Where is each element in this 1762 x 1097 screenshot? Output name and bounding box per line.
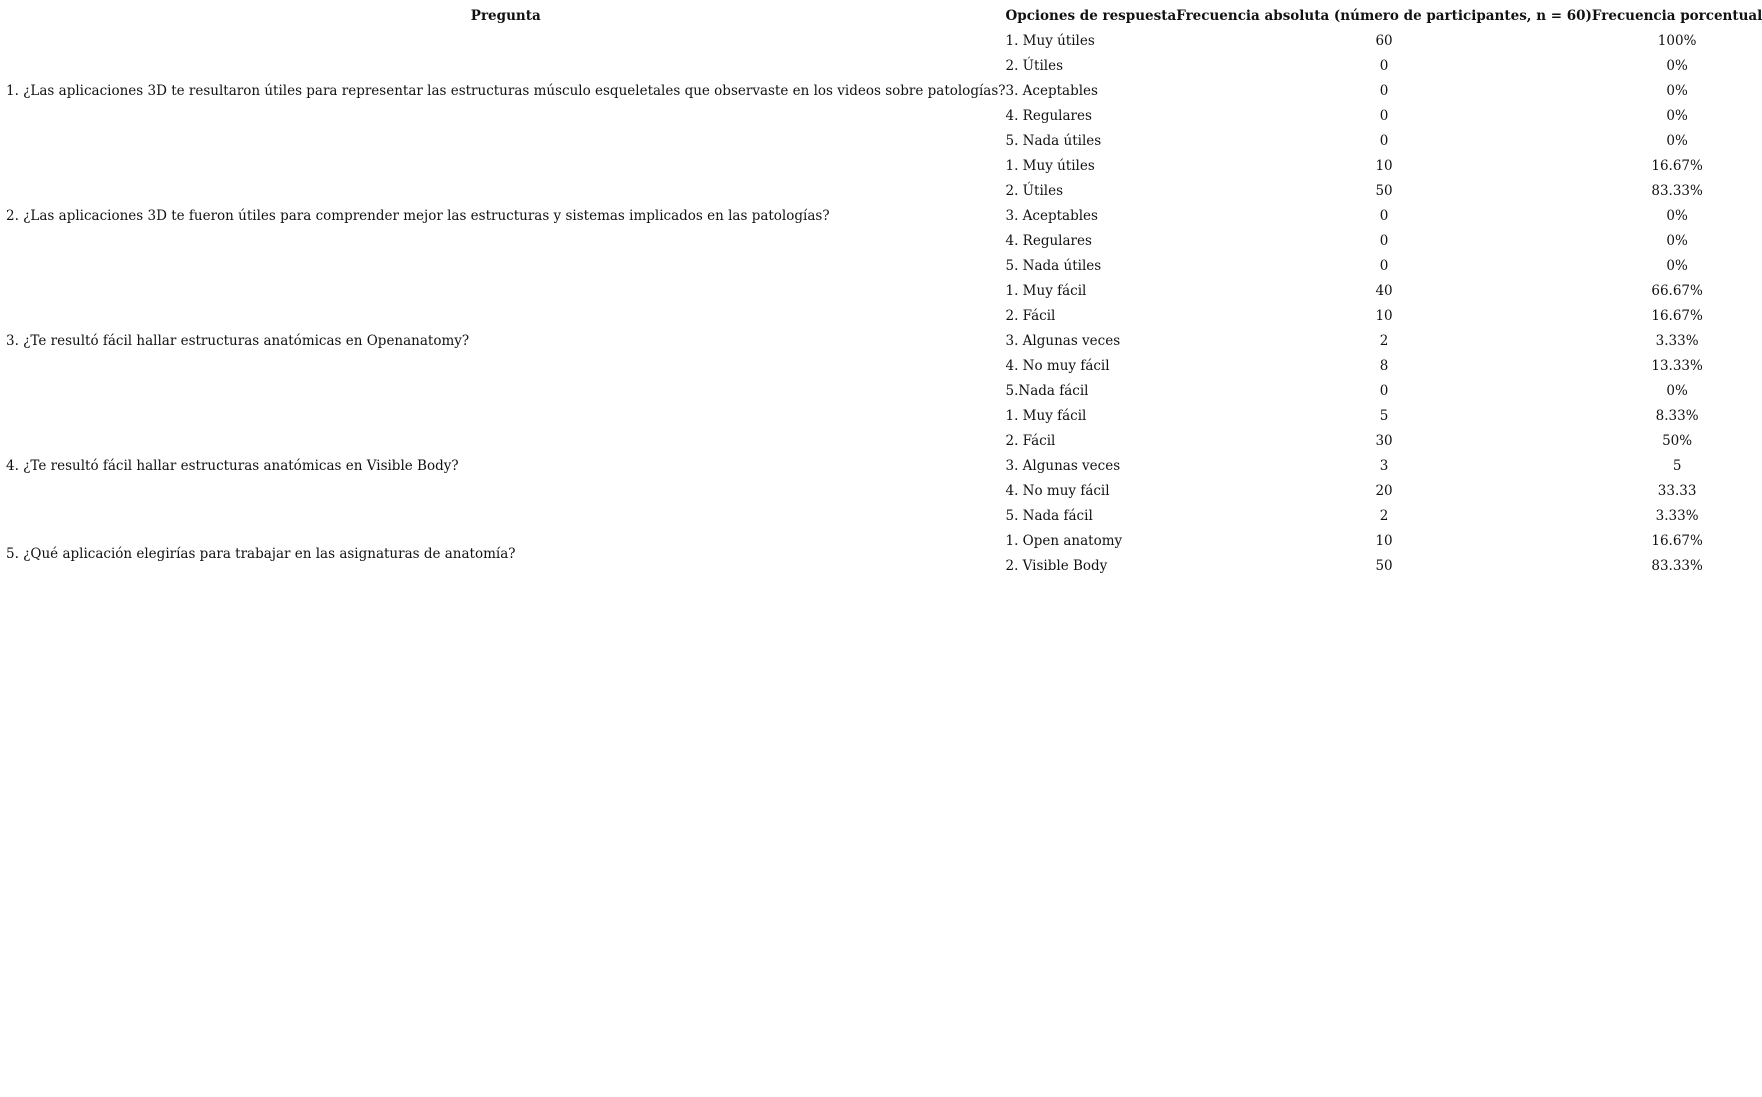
frequency-value: 10	[1375, 308, 1393, 324]
percent-value: 83.33%	[1651, 558, 1703, 574]
option-label: 4. Regulares	[1005, 233, 1092, 249]
frequency-value: 0	[1379, 133, 1389, 149]
percent-value: 16.67%	[1651, 308, 1703, 324]
table-row	[6, 154, 1762, 179]
percent-value: 5	[1672, 458, 1682, 474]
option-label: 3. Algunas veces	[1005, 333, 1121, 349]
option-label: 4. No muy fácil	[1005, 483, 1110, 499]
percent-value: 0%	[1666, 58, 1688, 74]
percent-value: 50%	[1662, 433, 1693, 449]
option-label: 1. Open anatomy	[1005, 533, 1123, 549]
percent-value: 16.67%	[1651, 158, 1703, 174]
percent-value: 100%	[1657, 33, 1697, 49]
option-label: 4. No muy fácil	[1005, 358, 1110, 374]
frequency-value: 10	[1375, 158, 1393, 174]
frequency-value: 20	[1375, 483, 1393, 499]
option-label: 3. Aceptables	[1005, 83, 1098, 99]
table-row	[6, 404, 1762, 429]
percent-value: 3.33%	[1655, 333, 1699, 349]
frequency-value: 5	[1379, 408, 1389, 424]
percent-value: 0%	[1666, 383, 1688, 399]
header-percent: Frecuencia porcentual	[1591, 8, 1762, 24]
header-row	[6, 4, 1762, 29]
option-label: 5.Nada fácil	[1005, 383, 1089, 399]
frequency-value: 30	[1375, 433, 1393, 449]
header-question: Pregunta	[470, 8, 541, 24]
question-text: 1. ¿Las aplicaciones 3D te resultaron útiles para representar las estructuras músculo esqueletales que observaste en los videos sobre patologías?	[6, 83, 1006, 99]
percent-value: 8.33%	[1655, 408, 1699, 424]
frequency-value: 0	[1379, 383, 1389, 399]
percent-value: 3.33%	[1655, 508, 1699, 524]
option-label: 2. Visible Body	[1005, 558, 1108, 574]
frequency-value: 2	[1379, 508, 1389, 524]
percent-value: 83.33%	[1651, 183, 1703, 199]
percent-value: 0%	[1666, 108, 1688, 124]
frequency-value: 0	[1379, 208, 1389, 224]
option-label: 2. Útiles	[1005, 183, 1064, 199]
header-options: Opciones de respuesta	[1005, 8, 1177, 24]
percent-value: 0%	[1666, 133, 1688, 149]
frequency-value: 3	[1379, 458, 1389, 474]
option-label: 5. Nada útiles	[1005, 258, 1102, 274]
option-label: 1. Muy útiles	[1005, 158, 1095, 174]
percent-value: 0%	[1666, 208, 1688, 224]
question-text: 5. ¿Qué aplicación elegirías para trabajar en las asignaturas de anatomía?	[6, 545, 516, 562]
option-label: 5. Nada útiles	[1005, 133, 1102, 149]
percent-value: 16.67%	[1651, 533, 1703, 549]
percent-value: 66.67%	[1651, 283, 1703, 299]
table-row	[6, 29, 1762, 54]
frequency-value: 0	[1379, 108, 1389, 124]
question-text: 3. ¿Te resultó fácil hallar estructuras anatómicas en Openanatomy?	[6, 333, 470, 349]
header-frequency: Frecuencia absoluta (número de participantes, n = 60)	[1176, 8, 1592, 24]
percent-value: 0%	[1666, 233, 1688, 249]
percent-value: 0%	[1666, 258, 1688, 274]
frequency-value: 0	[1379, 58, 1389, 74]
percent-value: 13.33%	[1651, 358, 1703, 374]
percent-value: 33.33	[1657, 483, 1697, 499]
option-label: 2. Fácil	[1005, 433, 1056, 449]
frequency-value: 10	[1375, 533, 1393, 549]
frequency-value: 50	[1375, 183, 1393, 199]
frequency-value: 40	[1375, 283, 1393, 299]
frequency-value: 0	[1379, 83, 1389, 99]
frequency-value: 60	[1375, 33, 1393, 49]
option-label: 1. Muy fácil	[1005, 283, 1087, 299]
option-label: 2. Fácil	[1005, 308, 1056, 324]
option-label: 1. Muy fácil	[1005, 408, 1087, 424]
survey-results-table	[6, 4, 1762, 579]
frequency-value: 50	[1375, 558, 1393, 574]
table-row	[6, 529, 1762, 554]
option-label: 2. Útiles	[1005, 58, 1064, 74]
question-text: 4. ¿Te resultó fácil hallar estructuras anatómicas en Visible Body?	[6, 458, 459, 474]
option-label: 4. Regulares	[1005, 108, 1092, 124]
question-text: 2. ¿Las aplicaciones 3D te fueron útiles para comprender mejor las estructuras y sistemas implicados en las patologías?	[6, 208, 830, 224]
option-label: 1. Muy útiles	[1005, 33, 1095, 49]
option-label: 5. Nada fácil	[1005, 508, 1093, 524]
percent-value: 0%	[1666, 83, 1688, 99]
frequency-value: 2	[1379, 333, 1389, 349]
table-row	[6, 279, 1762, 304]
option-label: 3. Algunas veces	[1005, 458, 1121, 474]
option-label: 3. Aceptables	[1005, 208, 1098, 224]
frequency-value: 8	[1379, 358, 1389, 374]
frequency-value: 0	[1379, 258, 1389, 274]
frequency-value: 0	[1379, 233, 1389, 249]
